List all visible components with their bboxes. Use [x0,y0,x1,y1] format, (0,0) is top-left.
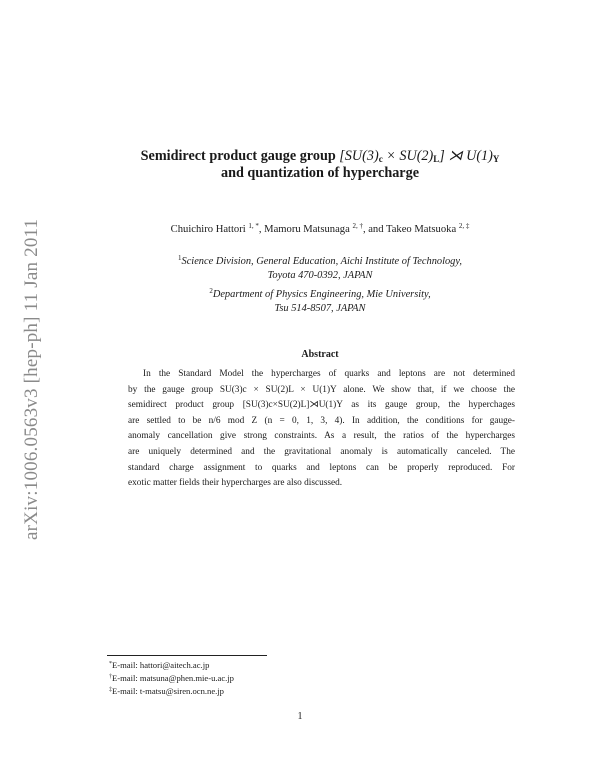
author-3: , and Takeo Matsuoka [362,224,457,235]
footnote-3-text: E-mail: t-matsu@siren.ocn.ne.jp [112,686,224,696]
abstract-heading: Abstract [301,349,339,360]
abstract-line: exotic matter fields their hypercharges are also discussed. [128,478,343,489]
author-3-mark: 2, ‡ [458,222,470,230]
abstract-line: standard charge assignment to quarks and leptons can be properly reproduced. For [128,462,515,473]
abstract-line: semidirect product group [SU(3)c×SU(2)L]⋊U(1)Y as its gauge group, the hyperchages [128,400,515,411]
title-sub-l: L [433,154,440,164]
affiliation-2-line-2: Tsu 514-8507, JAPAN [274,303,366,314]
abstract-line: are uniquely determined and the gravitational anomaly is automatically canceled. The [128,446,515,457]
author-2: , Mamoru Matsunaga [258,224,350,235]
abstract-line: In the Standard Model the hypercharges of quarks and leptons are not determined [143,369,515,379]
footnote-1-mark: * [109,661,112,667]
affiliation-1-mark: 1 [178,254,182,262]
affiliation-2-mark: 2 [209,287,213,295]
paper-title-line-2: and quantization of hypercharge [221,165,419,181]
abstract-line: anomaly cancellation give strong constraints. As a result, the ratios of the hypercharges [128,431,515,442]
title-sub-y: Y [492,154,500,164]
author-1-mark: 1, * [248,222,259,230]
footnote-2-text: E-mail: matsuna@phen.mie-u.ac.jp [112,673,234,683]
footnote-divider [107,655,267,656]
arxiv-sidebar-identifier: arXiv:1006.0563v3 [hep-ph] 11 Jan 2011 [21,218,42,540]
author-list [80,222,560,235]
footnote-1-text: E-mail: hattori@aitech.ac.jp [112,660,210,670]
title-math-u1: ] ⋊ U(1) [439,148,493,164]
abstract-body [128,367,515,492]
footnote-2-mark: † [109,674,112,680]
footnote-3 [109,684,224,697]
author-1: Chuichiro Hattori [170,224,246,235]
affiliation-1-line-2: Toyota 470-0392, JAPAN [267,270,373,281]
page-number: 1 [297,711,303,722]
affiliation-1 [80,251,560,283]
title-math-su3: [SU(3) [339,148,379,164]
abstract-line: by the gauge group SU(3)c × SU(2)L × U(1)Y alone. We show that, if we choose the [128,384,515,395]
footnote-2 [109,671,234,684]
affiliation-2-line-1: Department of Physics Engineering, Mie University, [212,289,431,300]
title-math-su2: × SU(2) [382,148,434,164]
title-text: Semidirect product gauge group [140,148,340,164]
title-sub-c: c [378,154,383,164]
affiliation-2 [80,284,560,316]
footnote-3-mark: ‡ [109,687,112,693]
author-2-mark: 2, † [352,222,363,230]
affiliation-1-line-1: Science Division, General Education, Aichi Institute of Technology, [181,256,462,267]
footnote-1 [109,658,209,671]
abstract-line: are settled to be n/6 mod Z (n = 0, 1, 3, 4). In addition, the conditions for gauge- [128,415,515,426]
